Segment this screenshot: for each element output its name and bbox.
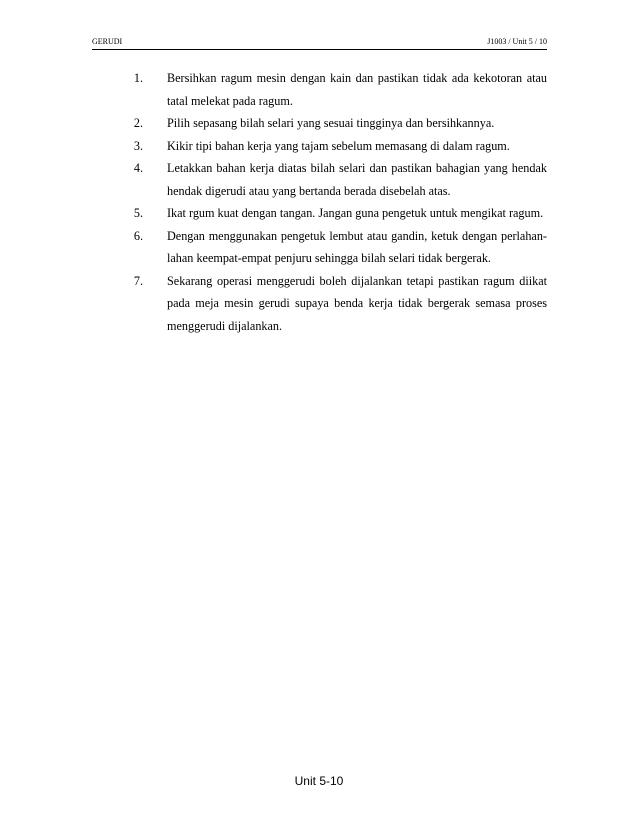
step-text: Sekarang operasi menggerudi boleh dijalankan tetapi pastikan ragum diikat pada meja mesin gerudi supaya benda kerja tidak bergerak semasa proses menggerudi dijalankan. xyxy=(167,273,547,333)
step-number: 1. xyxy=(133,71,144,85)
page-footer-label: Unit 5-10 xyxy=(294,774,344,788)
procedure-step-4 xyxy=(110,157,547,202)
step-text: Bersihkan ragum mesin dengan kain dan pastikan tidak ada kekotoran atau tatal melekat pada ragum. xyxy=(167,71,547,108)
header-divider xyxy=(92,49,547,50)
procedure-step-1 xyxy=(110,67,547,112)
procedure-step-3 xyxy=(110,135,547,158)
step-number: 7. xyxy=(133,273,144,288)
step-number: 3. xyxy=(133,138,144,153)
step-text: Pilih sepasang bilah selari yang sesuai tingginya dan bersihkannya. xyxy=(167,116,495,130)
procedure-steps-list xyxy=(110,67,547,337)
step-text: Letakkan bahan kerja diatas bilah selari dan pastikan bahagian yang hendak hendak digerudi atau yang bertanda berada disebelah atas. xyxy=(167,161,547,198)
step-text: Kikir tipi bahan kerja yang tajam sebelum memasang di dalam ragum. xyxy=(167,138,510,153)
header-unit-reference: J1003 / Unit 5 / 10 xyxy=(487,37,547,46)
step-text: Dengan menggunakan pengetuk lembut atau gandin, ketuk dengan perlahan-lahan keempat-empat penjuru sehingga bilah selari tidak bergerak. xyxy=(167,228,547,265)
step-number: 2. xyxy=(133,116,144,130)
procedure-step-5 xyxy=(110,202,547,225)
step-number: 6. xyxy=(133,228,144,243)
page-header xyxy=(92,37,547,49)
procedure-step-2 xyxy=(110,112,547,135)
step-number: 4. xyxy=(133,161,144,175)
header-module-title: GERUDI xyxy=(92,37,123,46)
step-text: Ikat rgum kuat dengan tangan. Jangan guna pengetuk untuk mengikat ragum. xyxy=(167,206,544,220)
procedure-step-7 xyxy=(110,270,547,338)
step-number: 5. xyxy=(133,206,144,220)
procedure-step-6 xyxy=(110,225,547,270)
